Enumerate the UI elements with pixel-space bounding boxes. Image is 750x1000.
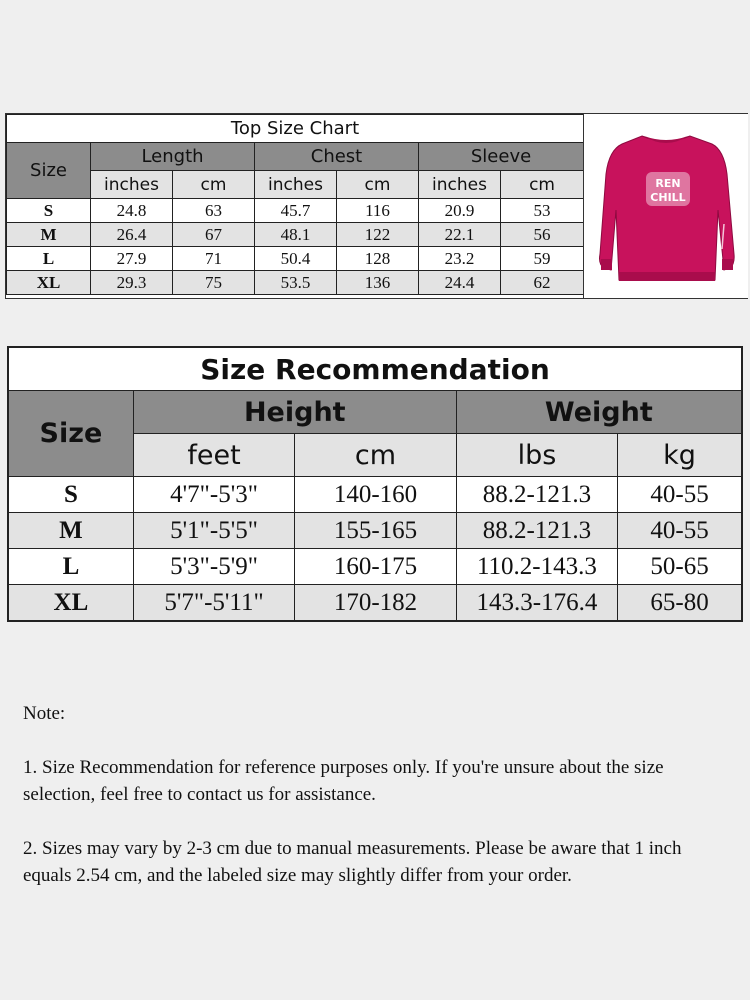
table-row	[7, 247, 584, 271]
table-cell: 40-55	[618, 513, 742, 549]
sweatshirt-icon	[584, 114, 748, 298]
table-cell: 143.3-176.4	[456, 585, 617, 622]
print-text-line-2: CHILL	[650, 191, 686, 204]
length-header: Length	[91, 143, 255, 171]
size-column-header: Size	[7, 143, 91, 199]
table-cell: 128	[337, 247, 419, 271]
size-label: L	[7, 247, 91, 271]
unit-header: kg	[618, 434, 742, 477]
chest-header: Chest	[255, 143, 419, 171]
table-cell: 23.2	[419, 247, 501, 271]
table-cell: 45.7	[255, 199, 337, 223]
table-cell: 26.4	[91, 223, 173, 247]
print-text-line-1: REN	[655, 177, 681, 190]
unit-header: inches	[419, 171, 501, 199]
table-cell: 27.9	[91, 247, 173, 271]
size-label: L	[8, 549, 133, 585]
table-cell: 62	[501, 271, 584, 295]
table-cell: 59	[501, 247, 584, 271]
table-cell: 116	[337, 199, 419, 223]
unit-header: inches	[91, 171, 173, 199]
table-row	[8, 585, 742, 622]
table-row	[8, 477, 742, 513]
size-recommendation-table	[7, 346, 743, 622]
table-cell: 40-55	[618, 477, 742, 513]
table-cell: 65-80	[618, 585, 742, 622]
height-header: Height	[133, 391, 456, 434]
table-cell: 136	[337, 271, 419, 295]
size-recommendation-title: Size Recommendation	[8, 347, 742, 391]
note-item: 1. Size Recommendation for reference purposes only. If you're unsure about the size selection, feel free to contact us for assistance.	[23, 757, 664, 805]
table-cell: 67	[173, 223, 255, 247]
table-row	[8, 513, 742, 549]
size-label: XL	[7, 271, 91, 295]
table-cell: 20.9	[419, 199, 501, 223]
table-cell: 24.8	[91, 199, 173, 223]
notes-heading: Note:	[23, 703, 66, 724]
unit-header: feet	[133, 434, 294, 477]
unit-header: inches	[255, 171, 337, 199]
table-cell: 110.2-143.3	[456, 549, 617, 585]
table-row	[7, 271, 584, 295]
table-cell: 56	[501, 223, 584, 247]
table-cell: 48.1	[255, 223, 337, 247]
table-cell: 5'7"-5'11"	[133, 585, 294, 622]
sleeve-header: Sleeve	[419, 143, 584, 171]
top-size-chart-table	[6, 114, 584, 295]
unit-header: cm	[337, 171, 419, 199]
size-label: M	[7, 223, 91, 247]
table-cell: 75	[173, 271, 255, 295]
size-label: S	[8, 477, 133, 513]
table-cell: 170-182	[295, 585, 456, 622]
unit-header: cm	[295, 434, 456, 477]
table-cell: 5'1"-5'5"	[133, 513, 294, 549]
table-cell: 71	[173, 247, 255, 271]
size-label: M	[8, 513, 133, 549]
weight-header: Weight	[456, 391, 742, 434]
table-cell: 88.2-121.3	[456, 513, 617, 549]
table-row	[7, 199, 584, 223]
product-image	[583, 114, 748, 298]
unit-header: lbs	[456, 434, 617, 477]
table-cell: 160-175	[295, 549, 456, 585]
table-cell: 53.5	[255, 271, 337, 295]
table-cell: 50-65	[618, 549, 742, 585]
table-cell: 50.4	[255, 247, 337, 271]
size-label: S	[7, 199, 91, 223]
table-cell: 88.2-121.3	[456, 477, 617, 513]
table-cell: 29.3	[91, 271, 173, 295]
table-cell: 5'3"-5'9"	[133, 549, 294, 585]
table-cell: 122	[337, 223, 419, 247]
table-cell: 22.1	[419, 223, 501, 247]
size-column-header: Size	[8, 391, 133, 477]
top-size-chart-title: Top Size Chart	[7, 115, 584, 143]
table-cell: 53	[501, 199, 584, 223]
top-size-chart-panel	[5, 113, 748, 299]
notes-section	[23, 700, 733, 916]
table-cell: 140-160	[295, 477, 456, 513]
table-row	[8, 549, 742, 585]
note-item: 2. Sizes may vary by 2-3 cm due to manual measurements. Please be aware that 1 inch equals 2.54 cm, and the labeled size may slightly differ from your order.	[23, 838, 682, 886]
unit-header: cm	[173, 171, 255, 199]
table-cell: 63	[173, 199, 255, 223]
table-cell: 155-165	[295, 513, 456, 549]
table-cell: 24.4	[419, 271, 501, 295]
unit-header: cm	[501, 171, 584, 199]
table-row	[7, 223, 584, 247]
table-cell: 4'7"-5'3"	[133, 477, 294, 513]
size-label: XL	[8, 585, 133, 622]
